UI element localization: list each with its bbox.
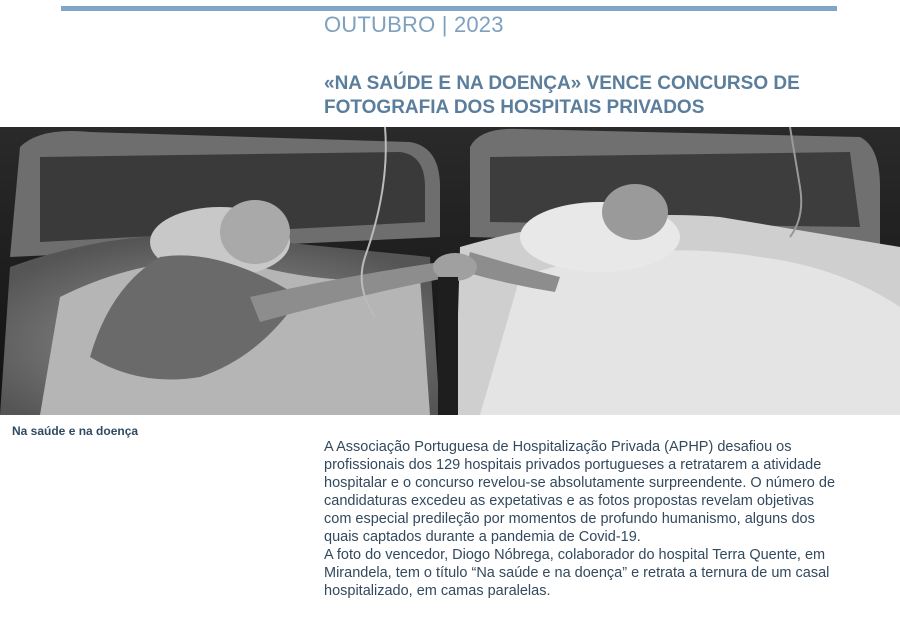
issue-date: OUTUBRO | 2023 (324, 12, 504, 37)
article-paragraph: A foto do vencedor, Diogo Nóbrega, colaborador do hospital Terra Quente, em Mirandela, tem o título “Na saúde e na doença” e retrata a ternura de um casal hospitalizado, em camas paralelas. (324, 547, 830, 599)
article-photo (0, 127, 900, 415)
photo-caption: Na saúde e na doença (12, 424, 139, 438)
top-rule (61, 6, 837, 11)
article-paragraph: A Associação Portuguesa de Hospitalização Privada (APHP) desafiou os profissionais dos 129 hospitais privados portugueses a retratarem a atividade hospitalar e o concurso revelou-se absolutamente surpreendente. O número de candidaturas excedeu as expetativas e as fotos propostas revelam objetivas com especial predileção por momentos de profundo humanismo, alguns dos quais captados durante a pandemia de Covid-19. (324, 439, 836, 545)
article-headline: «NA SAÚDE E NA DOENÇA» VENCE CONCURSO DE FOTOGRAFIA DOS HOSPITAIS PRIVADOS (324, 73, 800, 118)
article-body (324, 438, 836, 600)
